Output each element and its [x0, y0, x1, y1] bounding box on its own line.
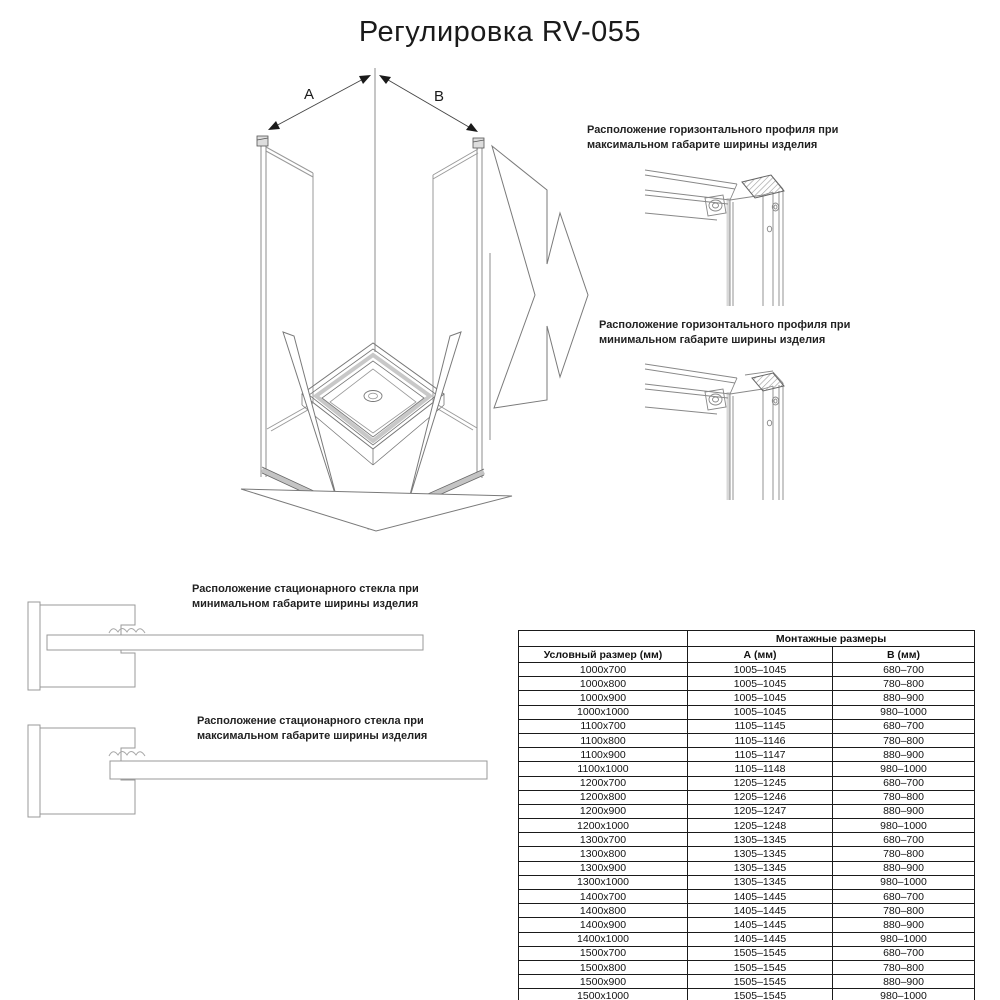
- cell-dim-b: 780–800: [833, 790, 975, 804]
- table-row: [519, 705, 975, 719]
- table-row: [519, 691, 975, 705]
- cell-dim-a: 1105–1146: [688, 733, 833, 747]
- cell-dim-a: 1405–1445: [688, 918, 833, 932]
- cell-dim-a: 1205–1247: [688, 804, 833, 818]
- cell-dim-b: 880–900: [833, 748, 975, 762]
- table-row: [519, 861, 975, 875]
- cell-nominal-size: 1000x800: [519, 677, 688, 691]
- cell-nominal-size: 1100x800: [519, 733, 688, 747]
- down-arrow-tail-left: [283, 332, 338, 503]
- clamp-brackets: [257, 136, 484, 148]
- cell-dim-b: 980–1000: [833, 989, 975, 1000]
- glass-section-min: [25, 592, 495, 698]
- cell-dim-b: 780–800: [833, 904, 975, 918]
- table-row: [519, 790, 975, 804]
- cell-dim-b: 780–800: [833, 847, 975, 861]
- table-row: [519, 975, 975, 989]
- table-row: [519, 776, 975, 790]
- table-row: [519, 762, 975, 776]
- page-title: Регулировка RV-055: [358, 16, 642, 48]
- cell-dim-b: 680–700: [833, 776, 975, 790]
- callout-profile-max: Расположение горизонтального профиля при максимальном габарите ширины изделия: [587, 124, 839, 151]
- cell-nominal-size: 1400x700: [519, 890, 688, 904]
- table-row: [519, 847, 975, 861]
- dim-b-label: B: [434, 88, 445, 105]
- cell-dim-b: 680–700: [833, 663, 975, 677]
- cell-dim-a: 1405–1445: [688, 890, 833, 904]
- cell-dim-b: 980–1000: [833, 819, 975, 833]
- profile-detail-max: [645, 158, 795, 308]
- cell-dim-b: 880–900: [833, 918, 975, 932]
- table-row: [519, 875, 975, 889]
- table-row: [519, 960, 975, 974]
- table-row: [519, 890, 975, 904]
- cell-dim-b: 880–900: [833, 861, 975, 875]
- cell-nominal-size: 1200x800: [519, 790, 688, 804]
- cell-dim-a: 1505–1545: [688, 960, 833, 974]
- callout-profile-min: Расположение горизонтального профиля при минимальном габарите ширины изделия: [599, 319, 851, 346]
- cell-dim-a: 1105–1145: [688, 719, 833, 733]
- cell-nominal-size: 1400x900: [519, 918, 688, 932]
- callout-arrows: [241, 146, 588, 531]
- cell-dim-a: 1005–1045: [688, 691, 833, 705]
- shower-isometric-drawing: [168, 55, 638, 555]
- cell-nominal-size: 1300x1000: [519, 875, 688, 889]
- cell-dim-a: 1005–1045: [688, 677, 833, 691]
- col-header-b: В (мм): [833, 647, 975, 663]
- table-row: [519, 932, 975, 946]
- cell-nominal-size: 1100x1000: [519, 762, 688, 776]
- cell-dim-b: 980–1000: [833, 762, 975, 776]
- table-group-header: Монтажные размеры: [688, 631, 975, 647]
- mounting-dimensions-table: [518, 630, 975, 1000]
- cell-dim-a: 1305–1345: [688, 875, 833, 889]
- cell-nominal-size: 1300x700: [519, 833, 688, 847]
- cell-nominal-size: 1500x1000: [519, 989, 688, 1000]
- cell-nominal-size: 1300x800: [519, 847, 688, 861]
- cell-dim-a: 1405–1445: [688, 904, 833, 918]
- cell-dim-b: 780–800: [833, 733, 975, 747]
- glass-section-max: [25, 712, 495, 824]
- cell-nominal-size: 1000x700: [519, 663, 688, 677]
- cell-nominal-size: 1200x1000: [519, 819, 688, 833]
- cell-dim-a: 1105–1148: [688, 762, 833, 776]
- cell-dim-b: 680–700: [833, 890, 975, 904]
- table-row: [519, 663, 975, 677]
- cell-dim-b: 680–700: [833, 719, 975, 733]
- cell-dim-a: 1305–1345: [688, 833, 833, 847]
- table-row: [519, 677, 975, 691]
- cell-dim-a: 1505–1545: [688, 946, 833, 960]
- cell-dim-a: 1505–1545: [688, 989, 833, 1000]
- cell-dim-a: 1505–1545: [688, 975, 833, 989]
- table-row: [519, 946, 975, 960]
- empty-header-cell: [519, 631, 688, 647]
- right-arrow: [492, 146, 588, 408]
- cell-dim-a: 1005–1045: [688, 663, 833, 677]
- cell-dim-a: 1105–1147: [688, 748, 833, 762]
- frame-lines: [261, 68, 490, 478]
- table-row: [519, 989, 975, 1000]
- glass-panels: [266, 147, 478, 431]
- cell-dim-b: 980–1000: [833, 932, 975, 946]
- table-row: [519, 904, 975, 918]
- table-row: [519, 804, 975, 818]
- glass-pane: [47, 635, 423, 650]
- cell-dim-a: 1205–1245: [688, 776, 833, 790]
- callout-glass-max: Расположение стационарного стекла при максимальном габарите ширины изделия: [197, 715, 428, 742]
- cell-nominal-size: 1200x900: [519, 804, 688, 818]
- dimension-b: [379, 75, 478, 132]
- cell-dim-a: 1305–1345: [688, 861, 833, 875]
- cell-nominal-size: 1300x900: [519, 861, 688, 875]
- table-row: [519, 819, 975, 833]
- cell-dim-b: 780–800: [833, 677, 975, 691]
- cell-dim-a: 1305–1345: [688, 847, 833, 861]
- profile-cap-hatch: [742, 175, 784, 198]
- cell-nominal-size: 1500x800: [519, 960, 688, 974]
- cell-nominal-size: 1000x900: [519, 691, 688, 705]
- callout-glass-min: Расположение стационарного стекла при минимальном габарите ширины изделия: [192, 583, 419, 610]
- cell-dim-b: 880–900: [833, 804, 975, 818]
- cell-nominal-size: 1100x700: [519, 719, 688, 733]
- cell-nominal-size: 1100x900: [519, 748, 688, 762]
- table-group-row: [519, 631, 975, 647]
- cell-nominal-size: 1400x800: [519, 904, 688, 918]
- cell-dim-b: 980–1000: [833, 875, 975, 889]
- table-header-row: [519, 647, 975, 663]
- cell-nominal-size: 1500x700: [519, 946, 688, 960]
- cell-dim-b: 880–900: [833, 691, 975, 705]
- dimension-a: [268, 75, 371, 130]
- table-row: [519, 733, 975, 747]
- cell-nominal-size: 1200x700: [519, 776, 688, 790]
- table-row: [519, 918, 975, 932]
- cell-nominal-size: 1500x900: [519, 975, 688, 989]
- col-header-a: А (мм): [688, 647, 833, 663]
- cell-nominal-size: 1400x1000: [519, 932, 688, 946]
- cell-dim-b: 980–1000: [833, 705, 975, 719]
- col-header-size: Условный размер (мм): [519, 647, 688, 663]
- table-row: [519, 833, 975, 847]
- cell-dim-b: 680–700: [833, 833, 975, 847]
- dim-a-label: A: [304, 86, 315, 103]
- table-row: [519, 719, 975, 733]
- cell-dim-a: 1005–1045: [688, 705, 833, 719]
- down-arrow-head: [241, 489, 512, 531]
- cell-nominal-size: 1000x1000: [519, 705, 688, 719]
- glass-pane: [110, 761, 487, 779]
- profile-detail-min: [645, 352, 795, 502]
- table-row: [519, 748, 975, 762]
- cell-dim-b: 780–800: [833, 960, 975, 974]
- cell-dim-a: 1205–1246: [688, 790, 833, 804]
- cell-dim-b: 680–700: [833, 946, 975, 960]
- cell-dim-a: 1205–1248: [688, 819, 833, 833]
- cell-dim-a: 1405–1445: [688, 932, 833, 946]
- cell-dim-b: 880–900: [833, 975, 975, 989]
